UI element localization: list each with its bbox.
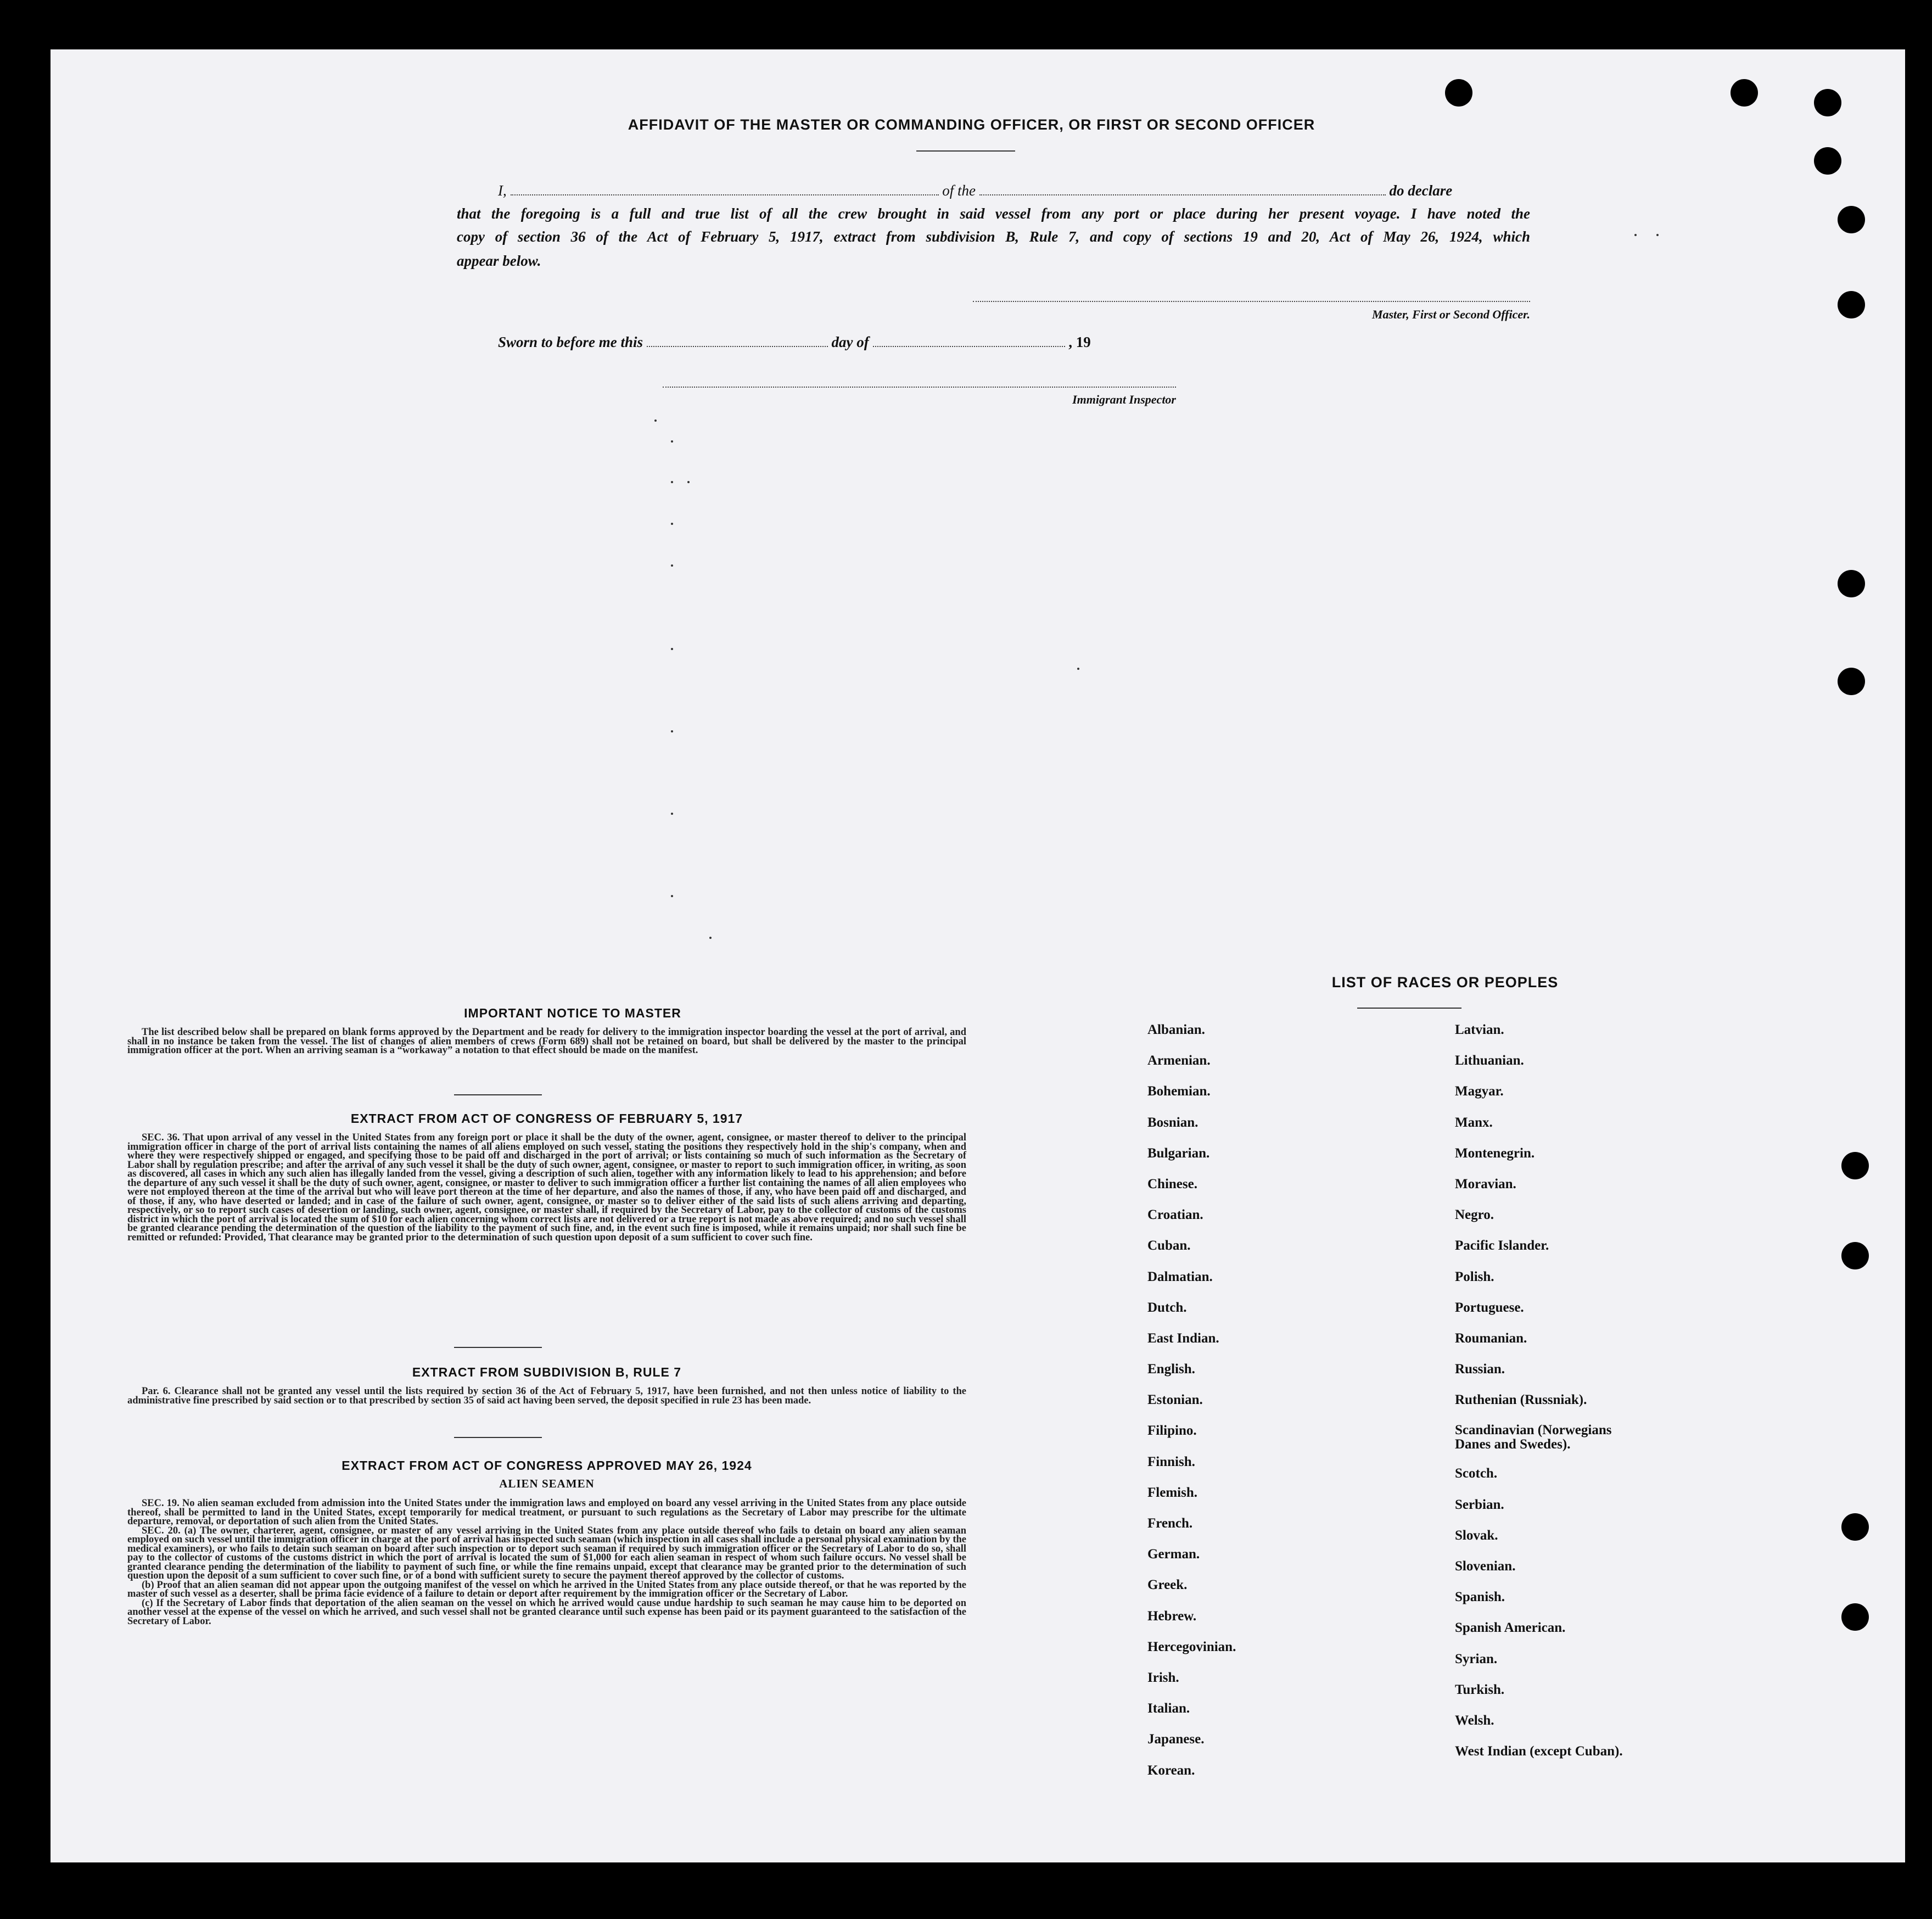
officer-signature-label: Master, First or Second Officer. (1371, 307, 1530, 321)
punch-hole (1838, 570, 1865, 597)
affidavit-i: I, (498, 182, 507, 199)
sec19-paragraph: SEC. 19. No alien seaman excluded from admission into the United States under the immigration laws and employed on board any vessel arriving in the United States from any place outside thereof, shall be permitted to land in the United States, except temporarily for medical treatment, or pursuant to such regulations as the Secretary of Labor may prescribe for the ultimate departure, removal, or deportation of such alien from the United States. (127, 1498, 966, 1527)
punch-hole (1838, 291, 1865, 318)
affidavit-line-2: that the foregoing is a full and true list of all the crew brought in said vessel from any port or place during her present voyage. I have noted the (457, 205, 1530, 222)
race-item: West Indian (except Cuban). (1455, 1744, 1623, 1759)
races-left-column (1147, 1022, 1422, 1794)
sec20b-paragraph: (b) Proof that an alien seaman did not appear upon the outgoing manifest of the vessel on which he arrived in the United States from any place outside thereof, or that he was reported by the master of such vessel as a deserter, shall be prima facie evidence of a failure to detain or deport after requirement by the immigration officer or the Secretary of Labor. (127, 1579, 966, 1599)
affidavit-line-4: appear below. (457, 253, 541, 269)
speck (654, 419, 657, 422)
race-item: Turkish. (1455, 1682, 1505, 1697)
race-item: Bulgarian. (1147, 1145, 1210, 1161)
affidavit-line-3: copy of section 36 of the Act of February 5, 1917, extract from subdivision B, Rule 7, and copy of sections 19 and 20, Act of May 26, 1924, which (457, 228, 1530, 245)
race-item: Latvian. (1455, 1022, 1504, 1037)
notice-text (127, 1028, 966, 1055)
speck (1634, 234, 1637, 236)
affidavit-title: AFFIDAVIT OF THE MASTER OR COMMANDING OFFICER, OR FIRST OR SECOND OFFICER (628, 116, 1315, 133)
race-item: Bohemian. (1147, 1084, 1211, 1099)
race-item: Slovenian. (1455, 1559, 1516, 1574)
punch-hole (1841, 1603, 1869, 1631)
form-sheet (51, 49, 1905, 1862)
race-item: Estonian. (1147, 1392, 1203, 1408)
race-item: Greek. (1147, 1577, 1188, 1593)
extract-1924-title: EXTRACT FROM ACT OF CONGRESS APPROVED MAY 26, 1924 (341, 1458, 752, 1473)
speck (1656, 234, 1659, 236)
race-item: Manx. (1455, 1115, 1493, 1130)
race-item: Korean. (1147, 1763, 1195, 1778)
race-item: Serbian. (1455, 1497, 1504, 1512)
affidavit-declare: do declare (1389, 182, 1453, 199)
race-item: Russian. (1455, 1362, 1505, 1377)
section-divider (454, 1347, 542, 1348)
races-title-underline (1357, 1008, 1461, 1009)
punch-hole (1814, 147, 1841, 175)
race-item: Hercegovinian. (1147, 1639, 1236, 1654)
affidavit-of-the: of the (942, 182, 976, 199)
race-item: Chinese. (1147, 1176, 1197, 1191)
races-title: LIST OF RACES OR PEOPLES (1331, 974, 1559, 991)
race-item: Spanish American. (1455, 1620, 1566, 1636)
race-item: English. (1147, 1362, 1195, 1377)
race-item: Polish. (1455, 1269, 1494, 1284)
race-item: Scotch. (1455, 1466, 1498, 1481)
officer-signature-line[interactable] (973, 301, 1530, 302)
sec20c-paragraph: (c) If the Secretary of Labor finds that deportation of the alien seaman on the vessel on which he arrived would cause undue hardship to such seaman he may cause him to be deported on another vessel at the expense of the vessel on which he arrived, and such vessel shall not be granted clearance until such expense has been paid or its payment guaranteed to the satisfaction of the Secretary of Labor. (127, 1597, 966, 1627)
race-item: Spanish. (1455, 1590, 1505, 1605)
punch-hole (1731, 79, 1758, 107)
section-divider (454, 1094, 542, 1095)
speck (1077, 668, 1079, 670)
race-item: Pacific Islander. (1455, 1238, 1549, 1254)
speck (671, 895, 673, 897)
race-item: East Indian. (1147, 1330, 1219, 1346)
vessel-name-field[interactable] (979, 181, 1386, 195)
race-item: Welsh. (1455, 1713, 1494, 1728)
extract-1917-text (127, 1133, 966, 1242)
sworn-day-field[interactable] (647, 333, 828, 347)
punch-hole (1838, 206, 1865, 233)
race-item: Italian. (1147, 1701, 1190, 1716)
race-item: Lithuanian. (1455, 1053, 1524, 1068)
speck (671, 481, 673, 483)
rule7-paragraph: Par. 6. Clearance shall not be granted any vessel until the lists required by section 36 of the Act of February 5, 1917, have been furnished, and not then unless notice of liability to the administrative fine prescribed by said section or to that prescribed by section 35 of said act having been served, the deposit specified in rule 23 has been made. (127, 1386, 966, 1406)
extract-1917-title: EXTRACT FROM ACT OF CONGRESS OF FEBRUARY 5, 1917 (350, 1111, 743, 1126)
race-item: German. (1147, 1547, 1200, 1562)
punch-hole (1841, 1513, 1869, 1541)
speck (671, 523, 673, 525)
race-item: French. (1147, 1516, 1193, 1531)
section-divider (454, 1437, 542, 1438)
notice-paragraph: The list described below shall be prepared on blank forms approved by the Department and be ready for delivery to the immigration inspector boarding the vessel at the port of arrival, and shall in no instance be taken from the vessel. The list of changes of alien members of crews (Form 689) shall not be retained on board, but shall be delivered by the master to the principal immigration officer at the port. When an arriving seaman is a “workaway” a notation to that effect should be made on the manifest. (127, 1027, 966, 1056)
race-item: Hebrew. (1147, 1608, 1197, 1624)
sec20a-paragraph: SEC. 20. (a) The owner, charterer, agent, consignee, or master of any vessel arriving in the United States from any place outside thereof who fails to detain on board any alien seaman employed on such vessel until the immigration officer in charge at the port of arrival has inspected such seaman (which inspection in all cases shall include a personal physical examination by the medical examiners), or who fails to detain such seaman on board after such inspection or to deport such seaman if required by such immigration officer or the Secretary of Labor to do so, shall pay to the collector of customs of the customs district in which the port of arrival is located the sum of $1,000 for each alien seaman in respect of whom such failure occurs. No vessel shall be granted clearance pending the determination of the liability to payment of such fine, or while the fine remains unpaid, except that clearance may be granted prior to the determination of such question upon the deposit of a sum sufficient to cover such fine, or of a bond with sufficient surety to secure the payment thereof approved by the collector of customs. (127, 1525, 966, 1581)
extract-1924-subtitle: ALIEN SEAMEN (499, 1477, 595, 1490)
punch-hole (1814, 89, 1841, 116)
sworn-prefix: Sworn to before me this (498, 334, 643, 350)
race-item: Armenian. (1147, 1053, 1211, 1068)
speck (671, 564, 673, 567)
punch-hole (1838, 668, 1865, 695)
speck (671, 440, 673, 443)
race-item: Montenegrin. (1455, 1145, 1535, 1161)
punch-hole (1841, 1242, 1869, 1269)
race-item: Finnish. (1147, 1454, 1195, 1469)
race-item: Ruthenian (Russniak). (1455, 1392, 1587, 1408)
inspector-signature-line[interactable] (663, 387, 1176, 388)
race-item: Irish. (1147, 1670, 1179, 1685)
race-item: Albanian. (1147, 1022, 1205, 1037)
sworn-day-of: day of (831, 334, 869, 350)
race-item: Cuban. (1147, 1238, 1191, 1254)
race-item: Dalmatian. (1147, 1269, 1213, 1284)
speck (687, 481, 690, 483)
punch-hole (1445, 79, 1472, 107)
race-item: Bosnian. (1147, 1115, 1199, 1130)
extract-1924-text (127, 1499, 966, 1626)
speck (709, 937, 712, 939)
race-item: Filipino. (1147, 1423, 1197, 1439)
extract-rule7-text (127, 1387, 966, 1405)
race-item: Roumanian. (1455, 1330, 1527, 1346)
punch-hole (1841, 1152, 1869, 1179)
inspector-label: Immigrant Inspector (1072, 393, 1176, 406)
speck (671, 648, 673, 650)
extract-rule7-title: EXTRACT FROM SUBDIVISION B, RULE 7 (412, 1365, 682, 1379)
race-item: Slovak. (1455, 1528, 1498, 1543)
sworn-line (498, 329, 1091, 355)
race-item: Portuguese. (1455, 1300, 1524, 1315)
race-item: Negro. (1455, 1207, 1494, 1223)
race-item: Dutch. (1147, 1300, 1187, 1315)
race-item: Moravian. (1455, 1176, 1516, 1191)
race-item: Japanese. (1147, 1732, 1205, 1747)
race-item: Flemish. (1147, 1485, 1197, 1500)
affidavit-line-1 (498, 178, 1530, 204)
race-item: Syrian. (1455, 1651, 1498, 1666)
race-item: Croatian. (1147, 1207, 1203, 1223)
speck (671, 730, 673, 732)
race-item: Magyar. (1455, 1084, 1504, 1099)
title-underline (916, 150, 1015, 152)
race-item: Scandinavian (Norwegians Danes and Swedes). (1455, 1423, 1612, 1452)
races-right-column (1455, 1022, 1762, 1775)
notice-title: IMPORTANT NOTICE TO MASTER (464, 1006, 681, 1020)
speck (671, 813, 673, 815)
sworn-year: , 19 (1068, 334, 1091, 350)
sec36-paragraph: SEC. 36. That upon arrival of any vessel in the United States from any foreign port or place it shall be the duty of the owner, agent, consignee, or master thereof to deliver to the principal immigration officer in charge of the port of arrival lists containing the names of all aliens employed on such vessel, stating the positions they respectively hold in the ship's company, when and where they were respectively shipped or engaged, and specifying those to be paid off and discharged in the port of arrival; or lists containing so much of such information as the Secretary of Labor shall by regulation prescribe; and after the arrival of any such vessel it shall be the duty of such owner, agent, consignee, or master to report to such immigration officer, in writing, as soon as discovered, all cases in which any such alien has illegally landed from the vessel, giving a description of such alien, together with any information likely to lead to his apprehension; and before the departure of any such vessel it shall be the duty of such owner, agent, consignee, or master to deliver to such immigration officer a further list containing the names of all alien employees who were not employed thereon at the time of the arrival but who will leave port thereon at the time of her departure, and also the names of those, if any, who have been paid off and discharged, and of those, if any, who have deserted or landed; and in case of the failure of such owner, agent, consignee, or master so to deliver either of the said lists of such aliens arriving and departing, respectively, or so to report such cases of desertion or landing, such owner, agent, consignee, or master shall, if required by the Secretary of Labor, pay to the collector of customs of the customs district in which the port of arrival is located the sum of $10 for each alien concerning whom correct lists are not delivered or a true report is not made as above required; and no such vessel shall be granted clearance pending the determination of the question of the liability to the payment of such fine, and, in the event such fine is imposed, while it remains unpaid; nor shall such fine be remitted or refunded: Provided, That clearance may be granted prior to the determination of such question upon deposit of a sum sufficient to cover such fine. (127, 1132, 966, 1243)
sworn-month-field[interactable] (873, 333, 1065, 347)
declarant-name-field[interactable] (511, 181, 939, 195)
